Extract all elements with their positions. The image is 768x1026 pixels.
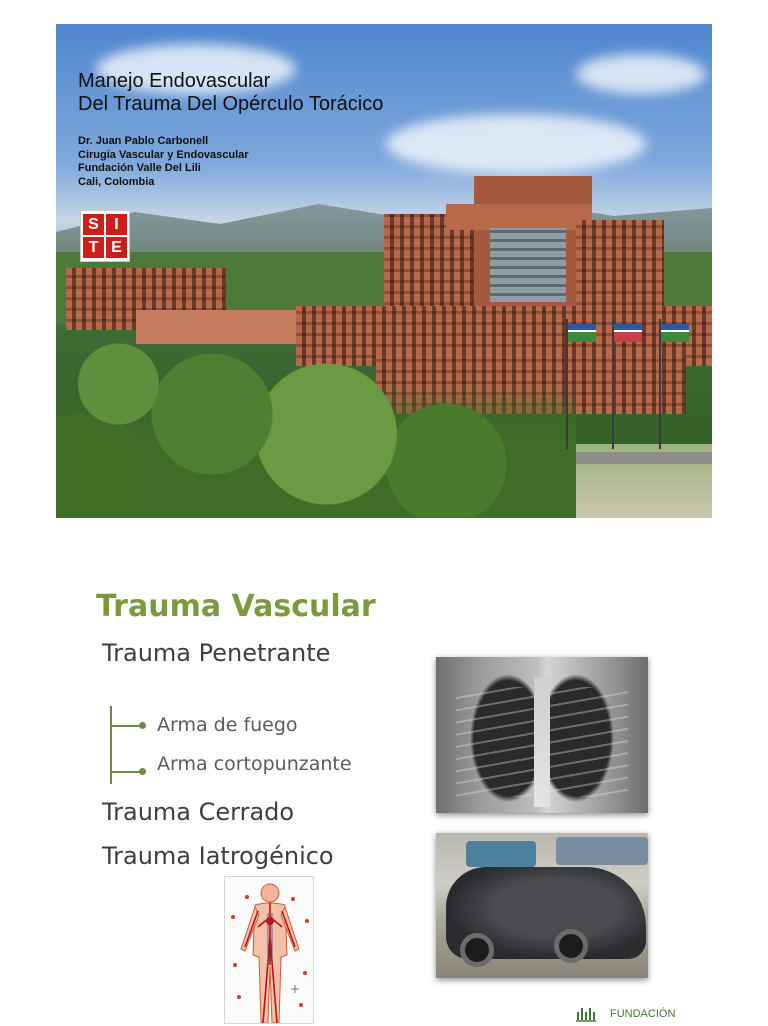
author-institution: Fundación Valle Del Lili (78, 162, 201, 174)
logo-letter: I (106, 214, 127, 235)
flag (661, 324, 689, 342)
glass-facade (490, 228, 566, 302)
flag (614, 324, 642, 342)
title-line-2: Del Trauma Del Opérculo Torácico (78, 93, 384, 115)
logo-letter: E (106, 237, 127, 258)
vascular-anatomy-image (224, 876, 314, 1024)
bullet-dot (139, 768, 146, 775)
title-line-1: Manejo Endovascular (78, 70, 271, 92)
logo-letter: T (83, 237, 104, 258)
body-figure-icon (225, 877, 314, 1024)
logo-letter: S (83, 214, 104, 235)
cloud (576, 54, 706, 94)
subitem-firearm: Arma de fuego (157, 714, 298, 736)
flag (568, 324, 596, 342)
author-department: Cirugía Vascular y Endovascular (78, 148, 249, 161)
foreground-trees (56, 324, 576, 518)
slide-title: Trauma Vascular (96, 589, 376, 624)
subitem-sharp-weapon: Arma cortopunzante (157, 753, 352, 775)
author-name: Dr. Juan Pablo Carbonell (78, 135, 209, 147)
author-block (78, 135, 249, 189)
cloud (386, 114, 646, 174)
presentation-title (78, 70, 383, 116)
site-logo (80, 210, 130, 262)
item-blunt-trauma: Trauma Cerrado (102, 798, 295, 826)
xray-spine (534, 677, 550, 807)
hospital-building (446, 204, 592, 230)
bullet-dot (139, 722, 146, 729)
bracket-arm (110, 771, 142, 773)
fundacion-logo-icon (576, 1006, 604, 1022)
car-wheel (554, 929, 588, 963)
fundacion-brand-text: FUNDACIÓN (610, 1008, 676, 1020)
car-wheel (460, 933, 494, 967)
item-penetrating-trauma: Trauma Penetrante (102, 639, 331, 667)
title-slide (56, 24, 712, 518)
background-truck (466, 841, 536, 867)
background-vehicle (556, 837, 648, 865)
author-location: Cali, Colombia (78, 175, 155, 188)
item-iatrogenic-trauma: Trauma Iatrogénico (102, 842, 334, 870)
car-crash-image (436, 833, 648, 978)
chest-xray-image (436, 657, 648, 813)
bracket-arm (110, 725, 142, 727)
